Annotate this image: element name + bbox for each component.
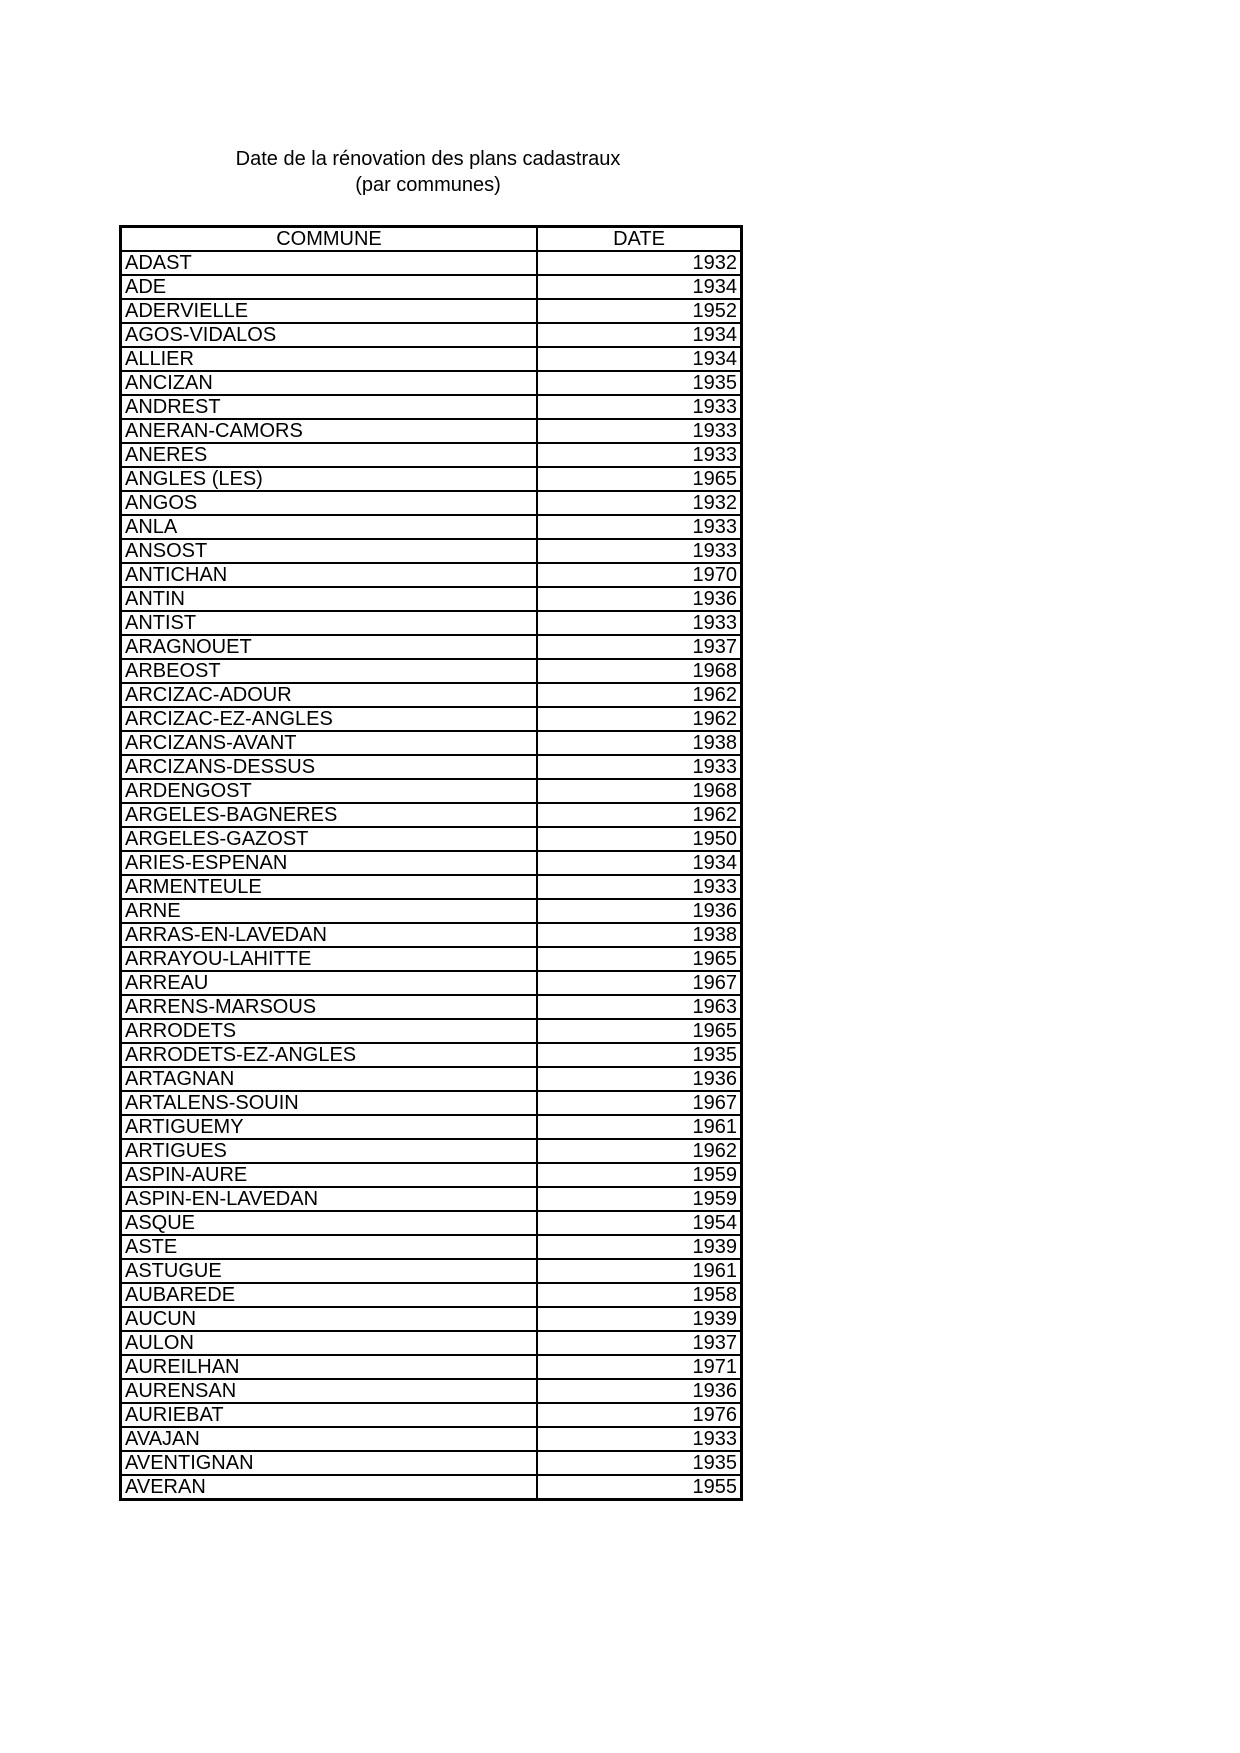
table-row xyxy=(121,1403,742,1427)
commune-cell: ARIES-ESPENAN xyxy=(121,851,538,875)
date-cell: 1936 xyxy=(537,899,742,923)
table-row xyxy=(121,1427,742,1451)
document-subtitle: (par communes) xyxy=(355,174,501,196)
date-cell: 1934 xyxy=(537,275,742,299)
commune-cell: ADERVIELLE xyxy=(121,299,538,323)
date-cell: 1950 xyxy=(537,827,742,851)
table-row xyxy=(121,299,742,323)
date-cell: 1954 xyxy=(537,1211,742,1235)
commune-cell: ANTIST xyxy=(121,611,538,635)
commune-cell: ARBEOST xyxy=(121,659,538,683)
commune-cell: AVAJAN xyxy=(121,1427,538,1451)
commune-cell: ARTIGUEMY xyxy=(121,1115,538,1139)
table-row xyxy=(121,875,742,899)
table-row xyxy=(121,1091,742,1115)
document-title: Date de la rénovation des plans cadastraux xyxy=(235,148,621,170)
commune-cell: AUBAREDE xyxy=(121,1283,538,1307)
date-cell: 1933 xyxy=(537,875,742,899)
table-row xyxy=(121,587,742,611)
table-body xyxy=(121,251,742,1500)
date-cell: 1936 xyxy=(537,1379,742,1403)
date-cell: 1939 xyxy=(537,1235,742,1259)
commune-cell: ARCIZANS-DESSUS xyxy=(121,755,538,779)
commune-cell: ARREAU xyxy=(121,971,538,995)
commune-cell: ADE xyxy=(121,275,538,299)
date-cell: 1962 xyxy=(537,1139,742,1163)
date-cell: 1933 xyxy=(537,1427,742,1451)
table-header xyxy=(121,227,742,252)
commune-cell: ARTIGUES xyxy=(121,1139,538,1163)
table-row xyxy=(121,1163,742,1187)
table-row xyxy=(121,827,742,851)
commune-cell: ANDREST xyxy=(121,395,538,419)
table-row xyxy=(121,347,742,371)
table-row xyxy=(121,779,742,803)
date-cell: 1934 xyxy=(537,323,742,347)
date-cell: 1970 xyxy=(537,563,742,587)
date-cell: 1959 xyxy=(537,1163,742,1187)
date-cell: 1935 xyxy=(537,1043,742,1067)
date-cell: 1936 xyxy=(537,1067,742,1091)
commune-cell: ASQUE xyxy=(121,1211,538,1235)
table-row xyxy=(121,707,742,731)
date-cell: 1976 xyxy=(537,1403,742,1427)
date-cell: 1965 xyxy=(537,947,742,971)
table-row xyxy=(121,275,742,299)
date-cell: 1967 xyxy=(537,971,742,995)
date-cell: 1968 xyxy=(537,779,742,803)
commune-cell: ARMENTEULE xyxy=(121,875,538,899)
table-row xyxy=(121,1187,742,1211)
date-cell: 1934 xyxy=(537,851,742,875)
date-cell: 1955 xyxy=(537,1475,742,1500)
commune-cell: ARGELES-BAGNERES xyxy=(121,803,538,827)
date-cell: 1933 xyxy=(537,419,742,443)
date-cell: 1937 xyxy=(537,635,742,659)
commune-cell: ARCIZAC-EZ-ANGLES xyxy=(121,707,538,731)
table-row xyxy=(121,635,742,659)
date-cell: 1932 xyxy=(537,491,742,515)
table-row xyxy=(121,731,742,755)
commune-cell: ARRODETS-EZ-ANGLES xyxy=(121,1043,538,1067)
commune-cell: ARNE xyxy=(121,899,538,923)
table-row xyxy=(121,1067,742,1091)
commune-cell: ARTAGNAN xyxy=(121,1067,538,1091)
date-cell: 1967 xyxy=(537,1091,742,1115)
date-cell: 1961 xyxy=(537,1115,742,1139)
commune-cell: ADAST xyxy=(121,251,538,275)
commune-cell: ASPIN-AURE xyxy=(121,1163,538,1187)
table-row xyxy=(121,1259,742,1283)
table-row xyxy=(121,443,742,467)
table-row xyxy=(121,371,742,395)
table-row xyxy=(121,539,742,563)
table-row xyxy=(121,1283,742,1307)
table-row xyxy=(121,899,742,923)
commune-cell: ANERES xyxy=(121,443,538,467)
date-cell: 1933 xyxy=(537,755,742,779)
commune-cell: ANERAN-CAMORS xyxy=(121,419,538,443)
date-cell: 1962 xyxy=(537,707,742,731)
table-row xyxy=(121,755,742,779)
table-row xyxy=(121,1043,742,1067)
date-cell: 1936 xyxy=(537,587,742,611)
commune-cell: ANSOST xyxy=(121,539,538,563)
document-header xyxy=(118,146,738,198)
date-cell: 1932 xyxy=(537,251,742,275)
commune-cell: ANGLES (LES) xyxy=(121,467,538,491)
date-cell: 1938 xyxy=(537,923,742,947)
commune-cell: ANTIN xyxy=(121,587,538,611)
date-cell: 1962 xyxy=(537,803,742,827)
table-row xyxy=(121,659,742,683)
date-cell: 1939 xyxy=(537,1307,742,1331)
commune-cell: ANGOS xyxy=(121,491,538,515)
date-cell: 1933 xyxy=(537,515,742,539)
date-cell: 1962 xyxy=(537,683,742,707)
date-cell: 1934 xyxy=(537,347,742,371)
commune-cell: ARTALENS-SOUIN xyxy=(121,1091,538,1115)
header-row xyxy=(121,227,742,252)
commune-cell: ARCIZANS-AVANT xyxy=(121,731,538,755)
date-cell: 1952 xyxy=(537,299,742,323)
commune-cell: AURIEBAT xyxy=(121,1403,538,1427)
table-row xyxy=(121,923,742,947)
date-cell: 1968 xyxy=(537,659,742,683)
table-row xyxy=(121,1475,742,1500)
table-row xyxy=(121,1307,742,1331)
commune-cell: AUREILHAN xyxy=(121,1355,538,1379)
table-row xyxy=(121,1235,742,1259)
table-row xyxy=(121,251,742,275)
table-row xyxy=(121,419,742,443)
date-cell: 1965 xyxy=(537,467,742,491)
date-cell: 1933 xyxy=(537,395,742,419)
table-row xyxy=(121,467,742,491)
table-row xyxy=(121,1331,742,1355)
commune-cell: ALLIER xyxy=(121,347,538,371)
date-cell: 1937 xyxy=(537,1331,742,1355)
commune-cell: AUCUN xyxy=(121,1307,538,1331)
table-row xyxy=(121,1019,742,1043)
date-cell: 1935 xyxy=(537,371,742,395)
date-cell: 1971 xyxy=(537,1355,742,1379)
date-cell: 1961 xyxy=(537,1259,742,1283)
table-row xyxy=(121,1115,742,1139)
date-cell: 1958 xyxy=(537,1283,742,1307)
commune-cell: ARRODETS xyxy=(121,1019,538,1043)
table-row xyxy=(121,1211,742,1235)
table-row xyxy=(121,611,742,635)
table-row xyxy=(121,515,742,539)
column-header-commune: COMMUNE xyxy=(121,227,538,252)
table-row xyxy=(121,323,742,347)
commune-cell: ARDENGOST xyxy=(121,779,538,803)
date-cell: 1938 xyxy=(537,731,742,755)
commune-cell: ANCIZAN xyxy=(121,371,538,395)
date-cell: 1959 xyxy=(537,1187,742,1211)
table-row xyxy=(121,1379,742,1403)
table-row xyxy=(121,947,742,971)
table-row xyxy=(121,971,742,995)
commune-cell: ASPIN-EN-LAVEDAN xyxy=(121,1187,538,1211)
commune-cell: ARGELES-GAZOST xyxy=(121,827,538,851)
date-cell: 1933 xyxy=(537,539,742,563)
date-cell: 1935 xyxy=(537,1451,742,1475)
table-row xyxy=(121,563,742,587)
date-cell: 1933 xyxy=(537,611,742,635)
table-row xyxy=(121,1355,742,1379)
commune-cell: AVERAN xyxy=(121,1475,538,1500)
table-row xyxy=(121,395,742,419)
commune-cell: ARCIZAC-ADOUR xyxy=(121,683,538,707)
table-row xyxy=(121,683,742,707)
communes-table xyxy=(119,225,743,1501)
commune-cell: ARRENS-MARSOUS xyxy=(121,995,538,1019)
commune-cell: AGOS-VIDALOS xyxy=(121,323,538,347)
table-row xyxy=(121,491,742,515)
commune-cell: AULON xyxy=(121,1331,538,1355)
commune-cell: ANLA xyxy=(121,515,538,539)
commune-cell: ARAGNOUET xyxy=(121,635,538,659)
commune-cell: ARRAYOU-LAHITTE xyxy=(121,947,538,971)
commune-cell: ANTICHAN xyxy=(121,563,538,587)
date-cell: 1965 xyxy=(537,1019,742,1043)
commune-cell: ARRAS-EN-LAVEDAN xyxy=(121,923,538,947)
table-row xyxy=(121,1451,742,1475)
commune-cell: AURENSAN xyxy=(121,1379,538,1403)
date-cell: 1963 xyxy=(537,995,742,1019)
table-row xyxy=(121,995,742,1019)
commune-cell: AVENTIGNAN xyxy=(121,1451,538,1475)
commune-cell: ASTUGUE xyxy=(121,1259,538,1283)
column-header-date: DATE xyxy=(537,227,742,252)
date-cell: 1933 xyxy=(537,443,742,467)
table-row xyxy=(121,851,742,875)
commune-cell: ASTE xyxy=(121,1235,538,1259)
table-row xyxy=(121,1139,742,1163)
table-row xyxy=(121,803,742,827)
